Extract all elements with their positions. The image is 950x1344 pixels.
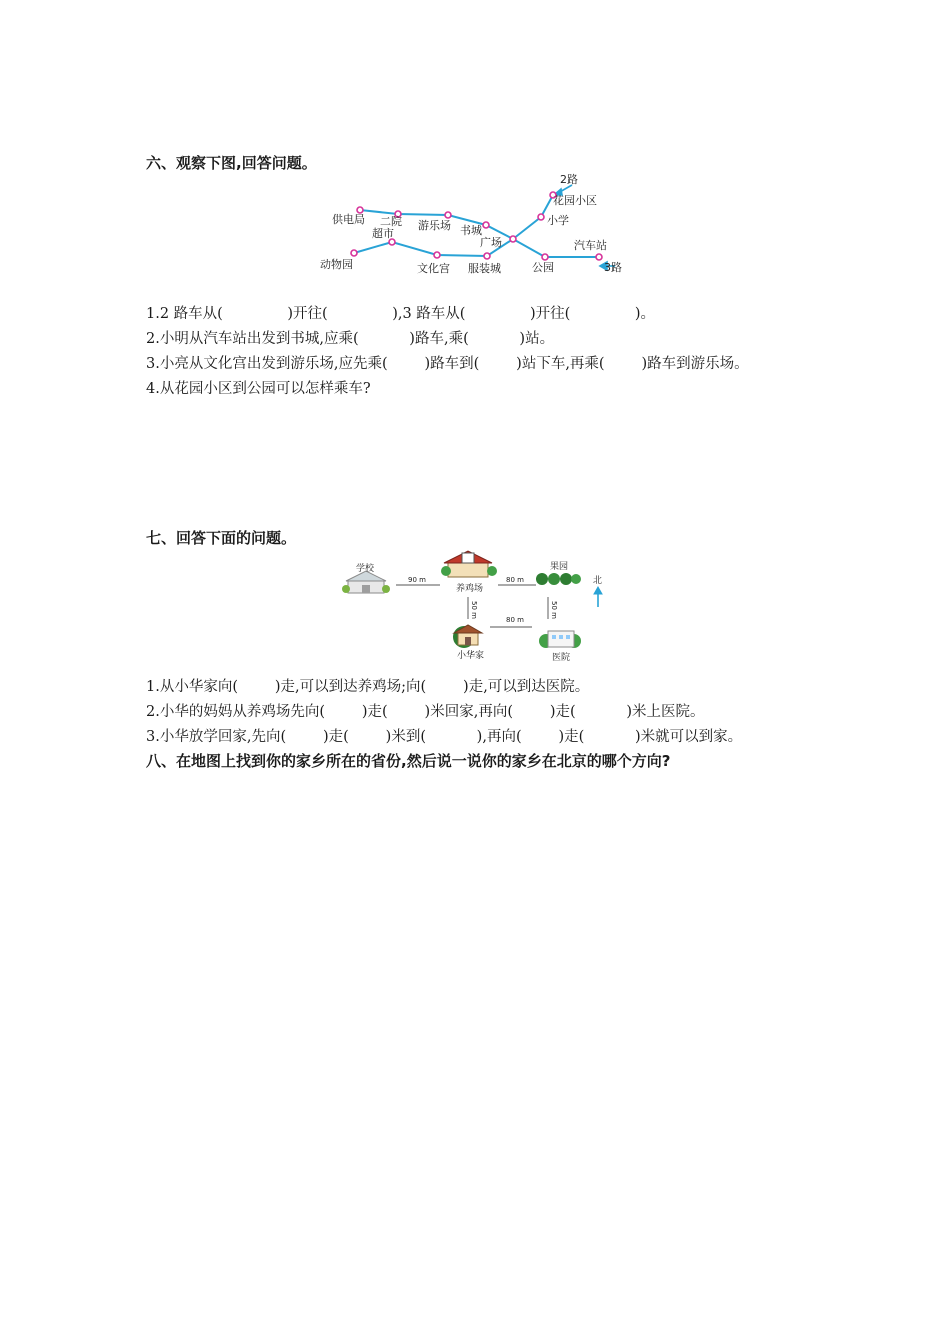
label-farm: 养鸡场: [456, 584, 484, 594]
label-chaoshi: 超市: [372, 227, 394, 240]
stop-fuzhuangcheng: [484, 253, 490, 259]
label-huayuan: 花园小区: [553, 194, 597, 207]
label-hospital: 医院: [552, 653, 571, 663]
label-youlechang: 游乐场: [418, 219, 451, 232]
label-north: 北: [593, 576, 603, 586]
distance-school-farm: 90 m: [408, 576, 426, 584]
label-orchard: 果园: [550, 562, 569, 572]
orchard-icon: [536, 573, 581, 585]
bus-route-map: [310, 168, 640, 278]
stop-youlechang: [445, 212, 451, 218]
stop-wenhuagong: [434, 252, 440, 258]
stop-guangchang: [510, 236, 516, 242]
label-gongyuan: 公园: [532, 261, 554, 274]
label-route3: 3路: [604, 261, 622, 274]
stop-dongwuyuan: [351, 250, 357, 256]
label-xiaoxue: 小学: [547, 214, 569, 227]
question-7-2: 2.小华的妈妈从养鸡场先向( )走( )米回家,再向( )走( )米上医院。: [146, 704, 705, 720]
stop-gongyuan: [542, 254, 548, 260]
label-home: 小华家: [457, 651, 485, 661]
label-gongdianju: 供电局: [332, 213, 365, 226]
section-8-title: 八、在地图上找到你的家乡所在的省份,然后说一说你的家乡在北京的哪个方向?: [146, 752, 671, 770]
section-7-title: 七、回答下面的问题。: [146, 529, 297, 547]
question-7-3: 3.小华放学回家,先向( )走( )米到( ),再向( )走( )米就可以到家。: [146, 729, 743, 745]
home-icon: [453, 625, 482, 648]
north-arrow-icon: [594, 587, 602, 607]
label-route2: 2路: [560, 173, 578, 186]
label-shucheng: 书城: [460, 224, 482, 237]
label-guangchang: 广场: [480, 236, 502, 249]
label-dongwuyuan: 动物园: [320, 258, 353, 271]
distance-orchard-hospital: 50 m: [550, 601, 558, 619]
question-7-1: 1.从小华家向( )走,可以到达养鸡场;向( )走,可以到达医院。: [146, 679, 590, 695]
question-6-2: 2.小明从汽车站出发到书城,应乘( )路车,乘( )站。: [146, 331, 555, 347]
question-6-1: 1.2 路车从( )开往( ),3 路车从( )开往( )。: [146, 306, 655, 322]
school-icon: [342, 571, 390, 593]
label-fuzhuangcheng: 服装城: [468, 262, 501, 275]
label-qichezhan: 汽车站: [574, 239, 607, 252]
distance-home-hospital: 80 m: [506, 616, 524, 624]
direction-map: [340, 545, 620, 670]
distance-farm-orchard: 80 m: [506, 576, 524, 584]
label-wenhuagong: 文化宫: [417, 262, 450, 275]
question-6-3: 3.小亮从文化宫出发到游乐场,应先乘( )路车到( )站下车,再乘( )路车到游乐场。: [146, 356, 749, 372]
stop-qichezhan: [596, 254, 602, 260]
label-eryuan: 二院: [380, 215, 402, 228]
stop-xiaoxue: [538, 214, 544, 220]
distance-farm-home: 50 m: [470, 601, 478, 619]
stop-shucheng: [483, 222, 489, 228]
question-6-4: 4.从花园小区到公园可以怎样乘车?: [146, 381, 371, 397]
label-school: 学校: [356, 564, 375, 574]
section-6-title: 六、观察下图,回答问题。: [146, 154, 317, 172]
farm-icon: [441, 551, 497, 577]
hospital-icon: [539, 631, 581, 648]
